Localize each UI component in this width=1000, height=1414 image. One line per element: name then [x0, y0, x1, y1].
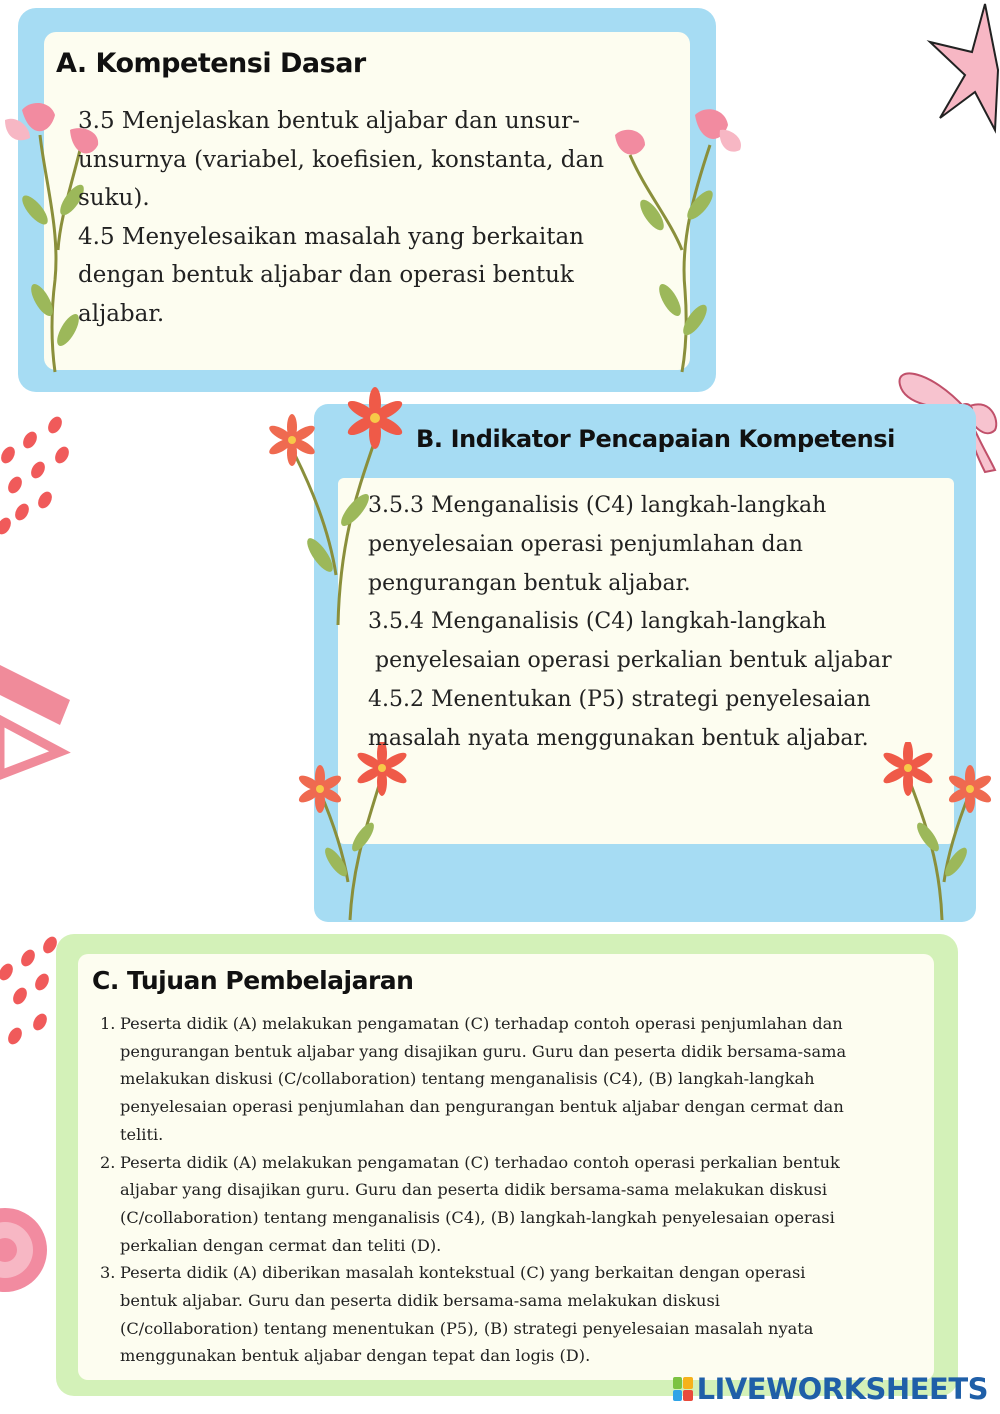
- text-line: unsurnya (variabel, koefisien, konstanta, dan: [78, 146, 605, 173]
- text-line: bentuk aljabar. Guru dan peserta didik bersama-sama melakukan diskusi: [120, 1291, 720, 1311]
- dots-decoration-top: [0, 414, 72, 537]
- text-line: menggunakan bentuk aljabar dengan tepat dan logis (D).: [120, 1346, 591, 1366]
- dots-decoration-bottom: [0, 934, 60, 1047]
- section-c-title: C. Tujuan Pembelajaran: [92, 966, 414, 995]
- text-line: (C/collaboration) tentang menentukan (P5), (B) strategi penyelesaian masalah nyata: [120, 1318, 814, 1338]
- list-number: 2.: [100, 1152, 116, 1172]
- text-line: aljabar yang disajikan guru. Guru dan peserta didik bersama-sama melakukan diskusi: [120, 1180, 828, 1200]
- section-a-title: A. Kompetensi Dasar: [56, 48, 366, 79]
- text-line: pengurangan bentuk aljabar.: [368, 570, 691, 596]
- text-line: pengurangan bentuk aljabar yang disajikan guru. Guru dan peserta didik bersama-sama: [120, 1041, 847, 1061]
- text-line: 4.5.2 Menentukan (P5) strategi penyelesaian: [368, 686, 871, 712]
- section-b-title: B. Indikator Pencapaian Kompetensi: [416, 425, 895, 453]
- pink-star-icon: [930, 4, 998, 130]
- text-line: 3.5 Menjelaskan bentuk aljabar dan unsur-: [78, 108, 580, 134]
- text-line: Peserta didik (A) melakukan pengamatan (C) terhadap contoh operasi penjumlahan dan: [120, 1014, 843, 1033]
- text-line: 4.5 Menyelesaikan masalah yang berkaitan: [78, 223, 584, 250]
- learning-objectives-list: [100, 1010, 940, 1370]
- liveworksheets-mark-icon: [673, 1377, 693, 1401]
- text-line: Peserta didik (A) melakukan pengamatan (C) terhadao contoh operasi perkalian bentuk: [120, 1152, 840, 1172]
- text-line: aljabar.: [78, 300, 165, 327]
- text-line: penyelesaian operasi penjumlahan dan: [368, 531, 803, 557]
- text-line: suku).: [78, 185, 150, 211]
- list-item: [100, 1010, 940, 1149]
- brand-text: LIVEWORKSHEETS: [696, 1372, 988, 1406]
- text-line: 3.5.3 Menganalisis (C4) langkah-langkah: [368, 493, 827, 518]
- text-line: dengan bentuk aljabar dan operasi bentuk: [78, 262, 574, 288]
- flower-vine-b-bottom-right: [880, 742, 995, 922]
- text-line: penyelesaian operasi perkalian bentuk aljabar: [368, 648, 892, 674]
- text-line: masalah nyata menggunakan bentuk aljabar.: [368, 725, 869, 751]
- list-item: [100, 1149, 940, 1260]
- text-line: melakukan diskusi (C/collaboration) tentang menganalisis (C4), (B) langkah-langkah: [120, 1069, 815, 1089]
- flower-vine-b-bottom-left: [298, 742, 413, 922]
- text-line: teliti.: [120, 1124, 164, 1144]
- text-line: 3.5.4 Menganalisis (C4) langkah-langkah: [368, 609, 827, 635]
- text-line: Peserta didik (A) diberikan masalah kontekstual (C) yang berkaitan dengan operasi: [120, 1263, 806, 1283]
- text-line: penyelesaian operasi penjumlahan dan pengurangan bentuk aljabar dengan cermat dan: [120, 1097, 844, 1117]
- list-number: 1.: [100, 1014, 116, 1033]
- list-item: [100, 1259, 940, 1370]
- text-line: (C/collaboration) tentang menganalisis (C4), (B) langkah-langkah penyelesaian operasi: [120, 1207, 835, 1227]
- ruler-triangle-icon: [0, 665, 70, 775]
- pink-flower-icon: [0, 1208, 47, 1292]
- list-number: 3.: [100, 1263, 116, 1283]
- section-a-body: [78, 102, 658, 333]
- text-line: perkalian dengan cermat dan teliti (D).: [120, 1235, 442, 1255]
- liveworksheets-logo[interactable]: [673, 1372, 988, 1406]
- section-b-body: [368, 487, 968, 759]
